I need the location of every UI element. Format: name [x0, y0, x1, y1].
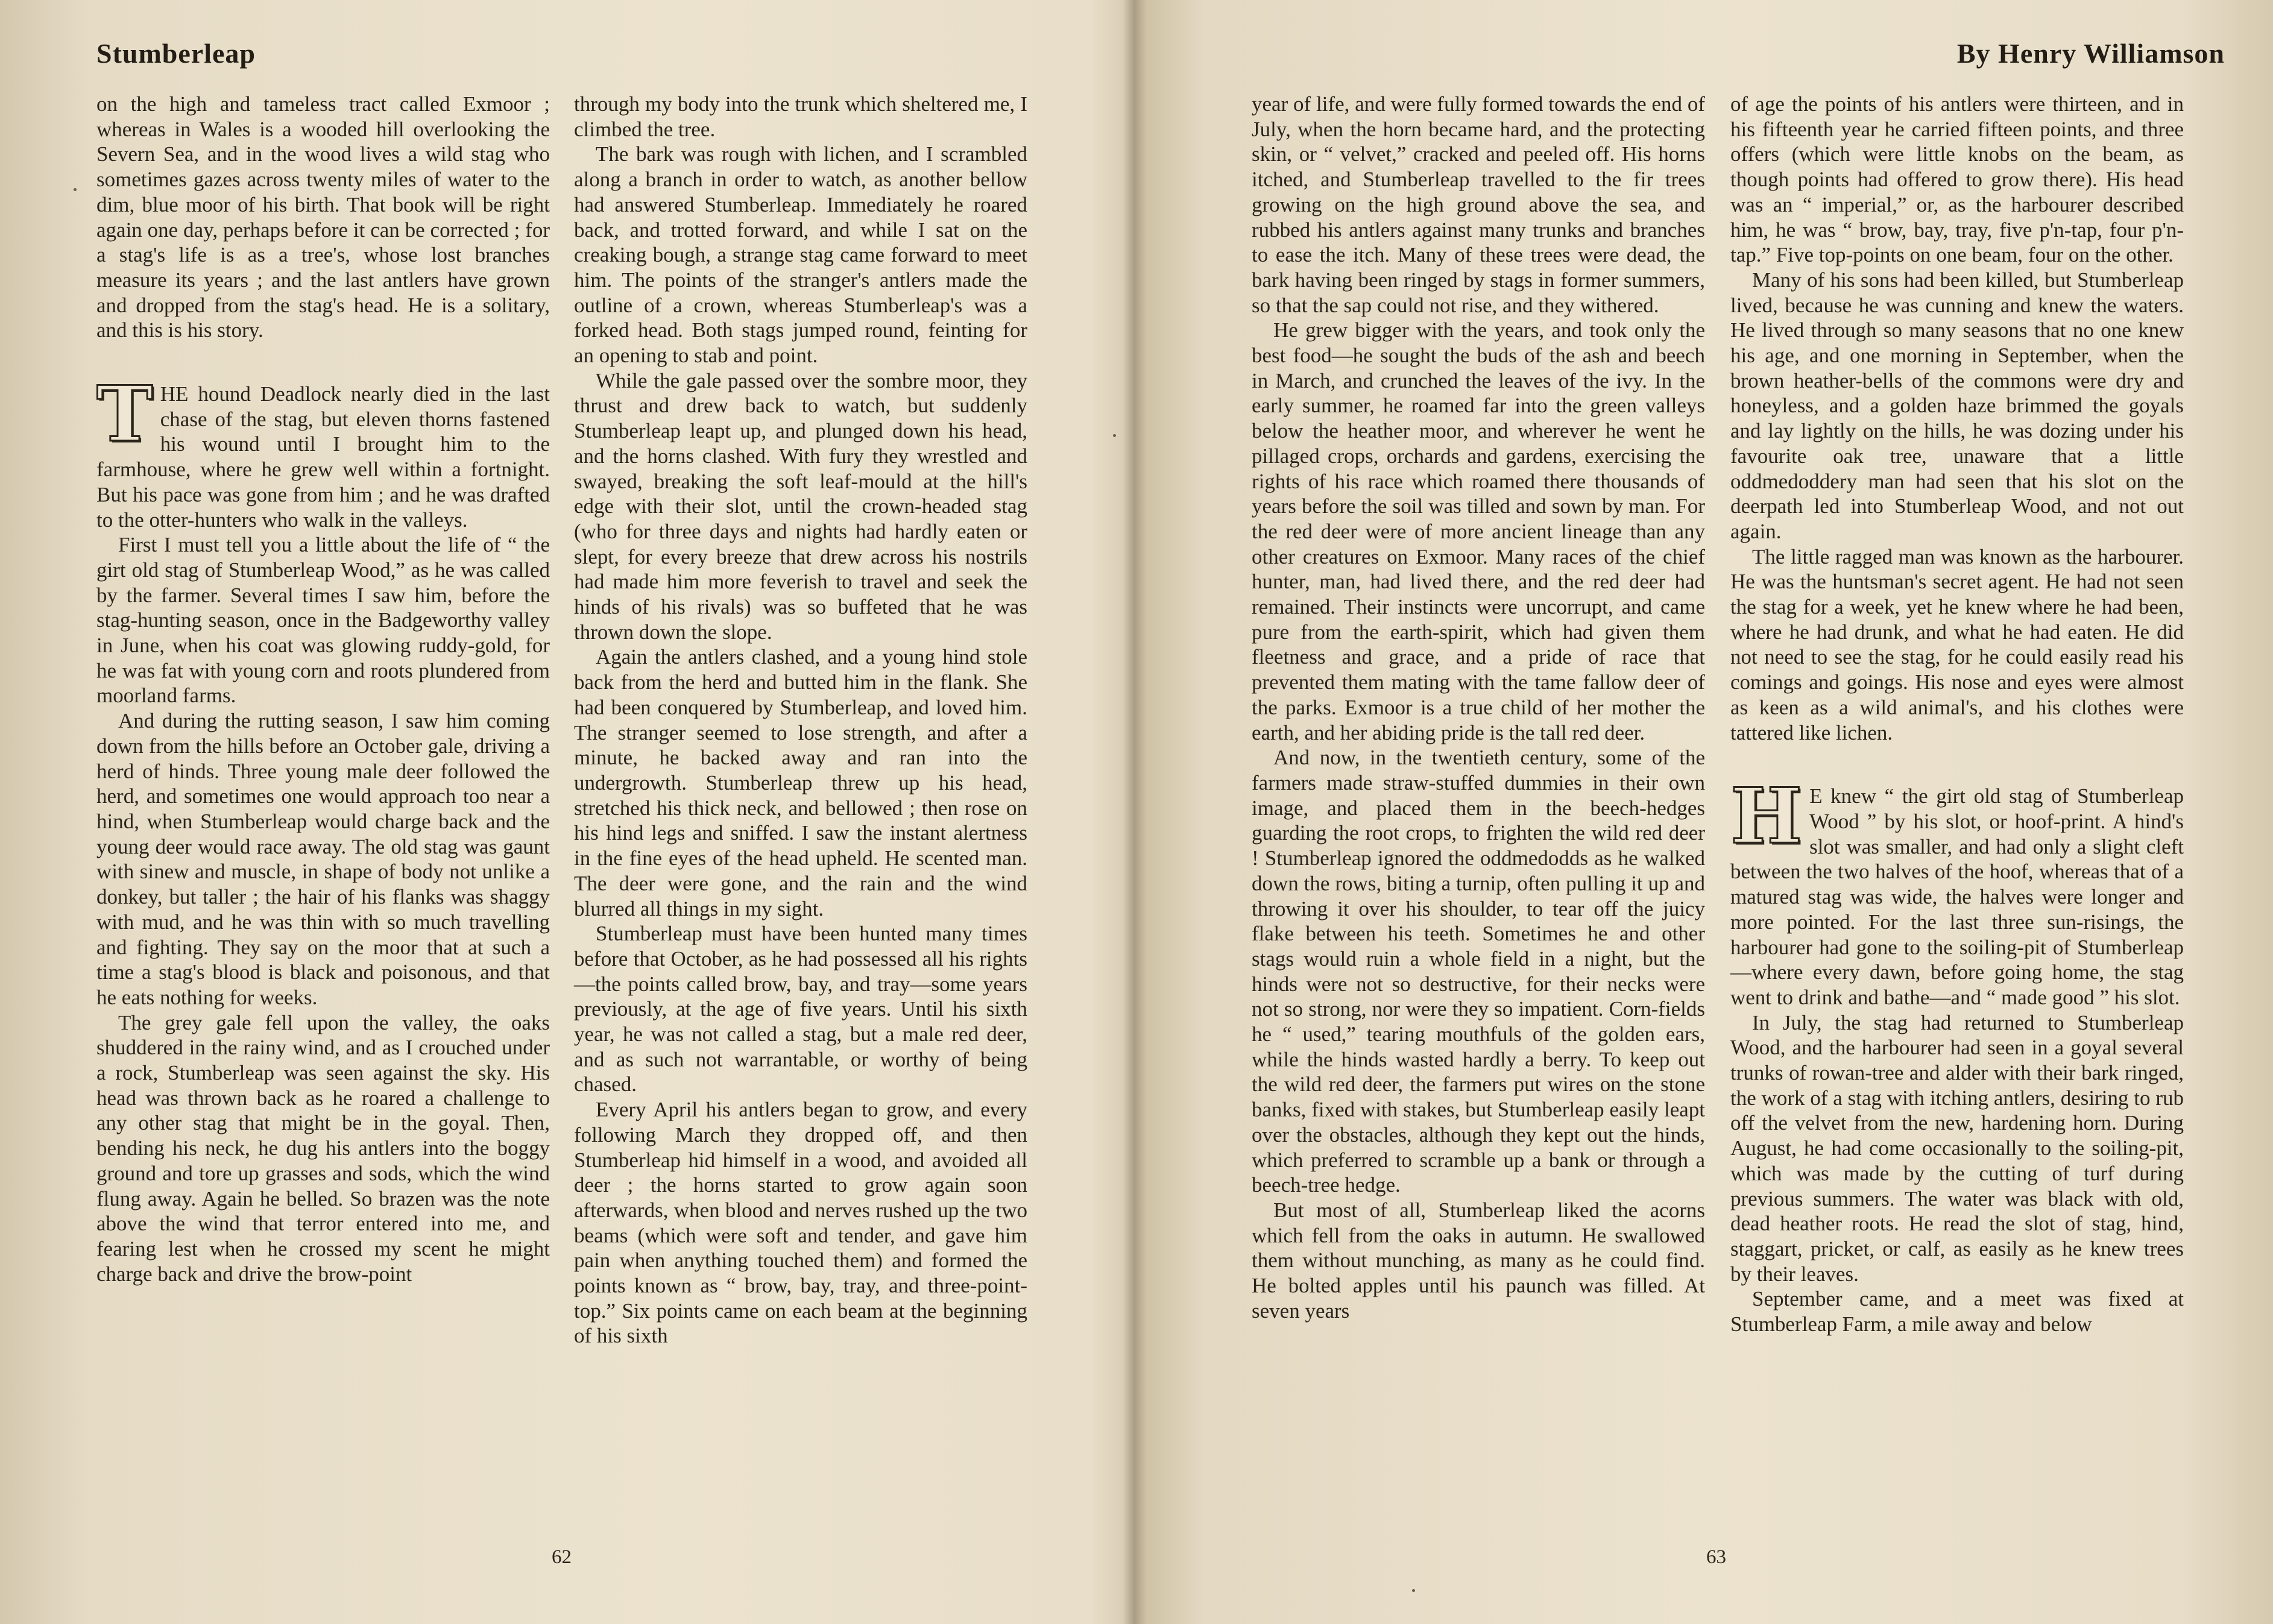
drop-cap: T	[96, 370, 153, 459]
paragraph: But most of all, Stumberleap liked the acorns which fell from the oaks in autumn. He swallowed them without munching, as many as he could find. He bolted apples until his paunch was filled. At seven years	[1252, 1198, 1705, 1323]
paragraph: While the gale passed over the sombre moor, they thrust and drew back to watch, but suddenly Stumberleap leapt up, and plunged down his head, and the horns clashed. With fury they wrestled and swayed, breaking the soft leaf-mould at the hill's edge with their slot, until the crown-headed stag (who for three days and nights had hardly eaten or slept, for every breeze that drew across his nostrils had made him more feverish to travel and seek the hinds of his rivals) was so buffeted that he was thrown down the slope.	[574, 368, 1027, 644]
paper-fleck	[1412, 1589, 1415, 1592]
left-page-column-1	[96, 92, 550, 1286]
paragraph: September came, and a meet was fixed at Stumberleap Farm, a mile away and below	[1730, 1287, 2184, 1336]
left-page	[0, 0, 1133, 1624]
right-page-column-1	[1252, 92, 1705, 1323]
running-head-title: Stumberleap	[96, 38, 256, 69]
left-page-column-2	[574, 92, 1027, 1349]
running-head-author: By Henry Williamson	[1956, 38, 2225, 69]
paragraph: And during the rutting season, I saw him coming down from the hills before an October gale, driving a herd of hinds. Three young male deer followed the herd, and sometimes one would approach too near a hind, when Stumberleap would charge back and the young deer would race away. The old stag was gaunt with sinew and muscle, in shape of body not unlike a donkey, but taller ; the hair of his flanks was shaggy with mud, and he was thin with so much travelling and fighting. They say on the moor that at such a time a stag's blood is black and poisonous, and that he eats nothing for weeks.	[96, 709, 550, 1009]
page-number: 63	[1706, 1546, 1726, 1568]
paragraph-dropcap	[96, 370, 550, 532]
paragraph-dropcap	[1730, 772, 2184, 1010]
paragraph-text: E knew “ the girt old stag of Stumberleap Wood ” by his slot, or hoof-print. A hind's slot was smaller, and had only a slight cleft between the two halves of the hoof, whereas that of a matured stag was wide, the halves were longer and more pointed. For the last three sun-risings, the harbourer had gone to the soiling-pit of Stumberleap—where every dawn, before going home, the stag went to drink and bathe—and “ made good ” his slot.	[1730, 784, 2184, 1009]
paragraph: First I must tell you a little about the life of “ the girt old stag of Stumberleap Wood,” as he was called by the farmer. Several times I saw him, before the stag-hunting season, once in the Badgeworthy valley in June, when his coat was glowing ruddy-gold, for he was fat with young corn and roots plundered from moorland farms.	[96, 533, 550, 708]
paragraph: In July, the stag had returned to Stumberleap Wood, and the harbourer had seen in a goyal several trunks of rowan-tree and alder with their bark ringed, the work of a stag with itching antlers, desiring to rub off the velvet from the new, hardening horn. During August, he had come occasionally to the soiling-pit, which was made by the cutting of turf during previous summers. The water was black with old, dead heather roots. He read the slot of stag, hind, staggart, pricket, or calf, as easily as he knew trees by their leaves.	[1730, 1010, 2184, 1286]
page-number: 62	[552, 1546, 572, 1568]
paper-fleck	[74, 188, 77, 191]
paragraph-text: HE hound Deadlock nearly died in the last chase of the stag, but eleven thorns fastened his wound until I brought him to the farmhouse, where he grew well within a fortnight. But his pace was gone from him ; and he was drafted to the otter-hunters who walk in the valleys.	[96, 382, 550, 532]
paragraph: The bark was rough with lichen, and I scrambled along a branch in order to watch, as another bellow had answered Stumberleap. Immediately he roared back, and trotted forward, and while I sat on the creaking bough, a strange stag came forward to meet him. The points of the stranger's antlers made the outline of a crown, whereas Stumberleap's was a forked head. Both stags jumped round, feinting for an opening to stab and point.	[574, 142, 1027, 368]
drop-cap: H	[1730, 772, 1803, 861]
paragraph: Again the antlers clashed, and a young hind stole back from the herd and butted him in the flank. She had been conquered by Stumberleap, and loved him. The stranger seemed to lose strength, and after a minute, he backed away and ran into the undergrowth. Stumberleap threw up his head, stretched his thick neck, and bellowed ; then rose on his hind legs and sniffed. I saw the instant alertness in the fine eyes of the head upheld. He scented man. The deer were gone, and the rain and the wind blurred all things in my sight.	[574, 645, 1027, 921]
paragraph: Every April his antlers began to grow, and every following March they dropped off, and then Stumberleap hid himself in a wood, and avoided all deer ; the horns started to grow again soon afterwards, when blood and nerves rushed up the two beams (which were soft and tender, and gave him pain when anything touched them) and formed the points known as “ brow, bay, tray, and three-point-top.” Six points came on each beam at the beginning of his sixth	[574, 1098, 1027, 1348]
paragraph: through my body into the trunk which sheltered me, I climbed the tree.	[574, 92, 1027, 141]
paragraph: of age the points of his antlers were thirteen, and in his fifteenth year he carried fifteen points, and three offers (which were little knobs on the beam, as though points had offered to grow there). His head was an “ imperial,” or, as the harbourer described him, he was “ brow, bay, tray, five p'n-tap, four p'n-tap.” Five top-points on one beam, four on the other.	[1730, 92, 2184, 267]
right-page	[1133, 0, 2273, 1624]
paragraph: year of life, and were fully formed towards the end of July, when the horn became hard, and the protecting skin, or “ velvet,” cracked and peeled off. His horns itched, and Stumberleap travelled to the fir trees growing on the high ground above the sea, and rubbed his antlers against many trunks and branches to ease the itch. Many of these trees were dead, the bark having been ringed by stags in former summers, so that the sap could not rise, and they withered.	[1252, 92, 1705, 317]
paper-fleck	[1113, 434, 1116, 437]
paragraph: He grew bigger with the years, and took only the best food—he sought the buds of the ash and beech in March, and crunched the leaves of the ivy. In the early summer, he roamed far into the green valleys below the heather moor, and wherever he went he pillaged crops, orchards and gardens, exercising the rights of his race which roamed there thousands of years before the soil was tilled and sown by man. For the red deer were of more ancient lineage than any other creatures on Exmoor. Many races of the chief hunter, man, had lived there, and the red deer had remained. Their instincts were uncorrupt, and came pure from the earth-spirit, which had given them fleetness and grace, and a pride of race that prevented them mating with the tame fallow deer of the parks. Exmoor is a true child of her mother the earth, and her abiding pride is the tall red deer.	[1252, 318, 1705, 744]
paragraph: The little ragged man was known as the harbourer. He was the huntsman's secret agent. He had not seen the stag for a week, yet he knew where he had been, where he had drunk, and what he had eaten. He did not need to see the stag, for he could easily read his comings and goings. His nose and eyes were almost as keen as a wild animal's, and his clothes were tattered like lichen.	[1730, 544, 2184, 744]
paragraph: on the high and tameless tract called Exmoor ; whereas in Wales is a wooded hill overlooking the Severn Sea, and in the wood lives a wild stag who sometimes gazes across twenty miles of water to the dim, blue moor of his birth. That book will be right again one day, perhaps before it can be corrected ; for a stag's life is as a tree's, whose lost branches measure its years ; and the last antlers have grown and dropped from the stag's head. He is a solitary, and this is his story.	[96, 92, 550, 342]
paragraph: Many of his sons had been killed, but Stumberleap lived, because he was cunning and knew the waters. He lived through so many seasons that no one knew his age, and one morning in September, when the brown heather-bells of the commons were dry and honeyless, and a golden haze brimmed the goyals and lay lightly on the hills, he was dozing under his favourite oak tree, unaware that a little oddmedoddery man had seen that his slot on the deerpath led into Stumberleap Wood, and not out again.	[1730, 268, 2184, 543]
paragraph: The grey gale fell upon the valley, the oaks shuddered in the rainy wind, and as I crouched under a rock, Stumberleap was seen against the sky. His head was thrown back as he roared a challenge to any other stag that might be in the goyal. Then, bending his neck, he dug his antlers into the boggy ground and tore up grasses and sods, which the wind flung away. Again he belled. So brazen was the note above the wind that terror entered into me, and fearing lest when he crossed my scent he might charge back and drive the brow-point	[96, 1010, 550, 1286]
paragraph: Stumberleap must have been hunted many times before that October, as he had possessed all his rights—the points called brow, bay, and tray—some years previously, at the age of five years. Until his sixth year, he was not called a stag, but a male red deer, and as such not warrantable, or worthy of being chased.	[574, 922, 1027, 1097]
paragraph: And now, in the twentieth century, some of the farmers made straw-stuffed dummies in their own image, and placed them in the beech-hedges guarding the root crops, to frighten the wild red deer ! Stumberleap ignored the oddmedodds as he walked down the rows, biting a turnip, often pulling it up and throwing it over his shoulder, to tear off the juicy flake between his teeth. Sometimes he and other stags would ruin a whole field in a night, but the hinds were not so destructive, for their necks were not so strong, nor were they so impatient. Corn-fields he “ used,” tearing mouthfuls of the golden ears, while the hinds wasted hardly a berry. To keep out the wild red deer, the farmers put wires on the stone banks, fixed with stakes, but Stumberleap easily leapt over the obstacles, although they kept out the hinds, which preferred to scramble up a bank or through a beech-tree hedge.	[1252, 746, 1705, 1197]
right-page-column-2	[1730, 92, 2184, 1337]
